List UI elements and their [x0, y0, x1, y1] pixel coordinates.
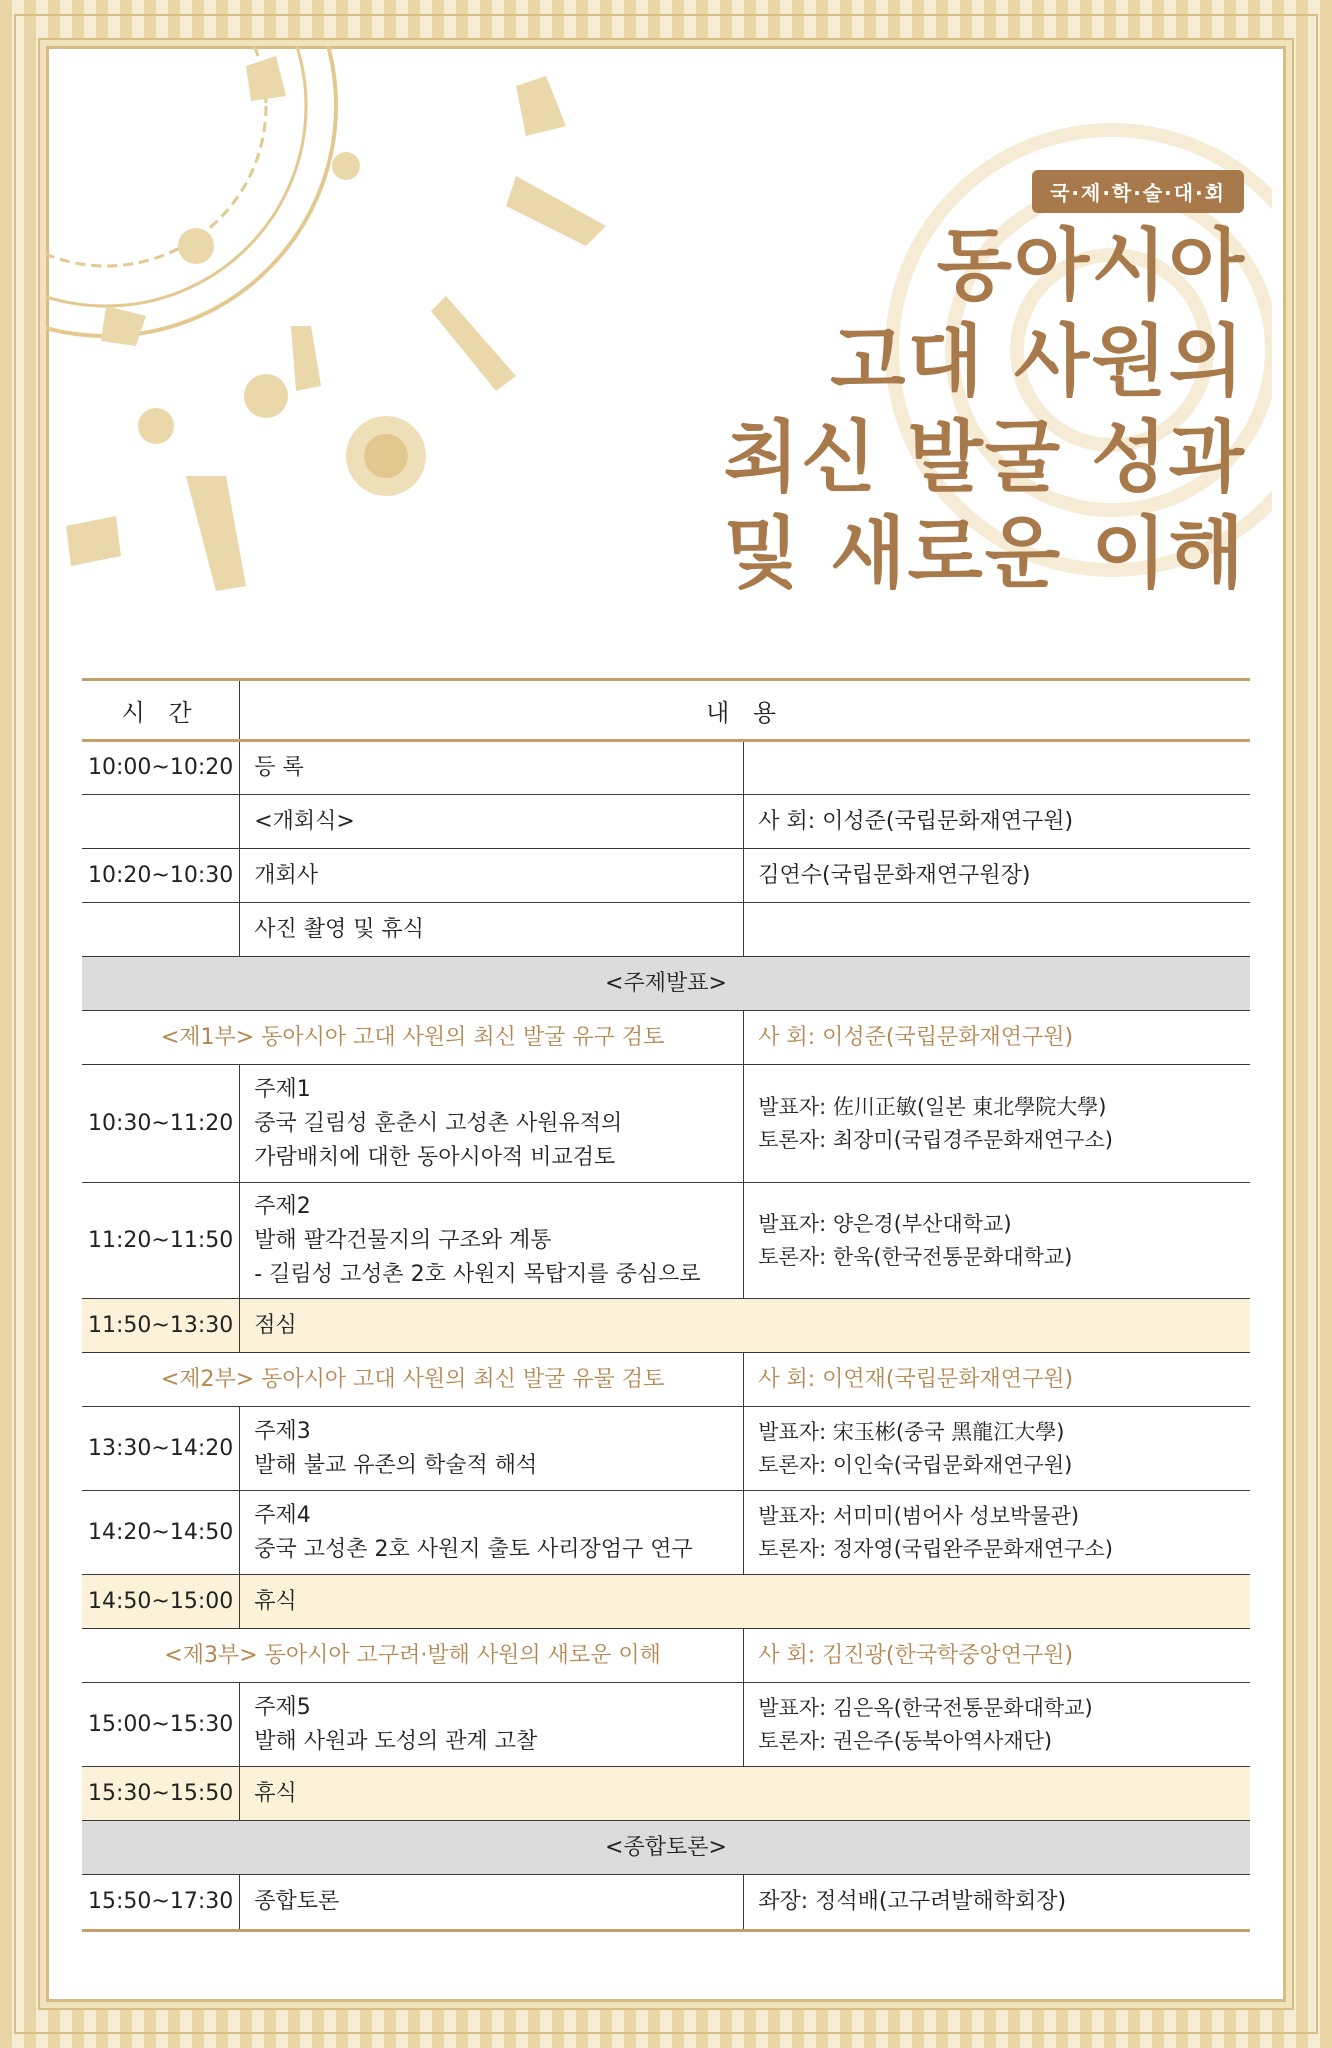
person-cell	[744, 1491, 1250, 1575]
time-cell: 15:00~15:30	[82, 1683, 240, 1767]
session-title: <제2부> 동아시아 고대 사원의 최신 발굴 유물 검토	[82, 1353, 744, 1407]
table-row	[82, 741, 1250, 795]
table-row	[82, 1065, 1250, 1183]
session-title: <제3부> 동아시아 고구려·발해 사원의 새로운 이해	[82, 1629, 744, 1683]
schedule-table	[82, 678, 1250, 1932]
topic-title: 발해 불교 유존의 학술적 해석	[254, 1452, 538, 1478]
section-title: <주제발표>	[82, 957, 1250, 1011]
topic-title: 중국 고성촌 2호 사원지 출토 사리장엄구 연구	[254, 1536, 693, 1562]
table-row	[82, 903, 1250, 957]
presenter: 발표자: 서미미(범어사 성보박물관)	[758, 1503, 1080, 1528]
topic-title: 발해 사원과 도성의 관계 고찰	[254, 1728, 538, 1754]
presenter: 발표자: 김은옥(한국전통문화대학교)	[758, 1695, 1093, 1720]
table-row	[82, 1875, 1250, 1931]
time-cell: 14:20~14:50	[82, 1491, 240, 1575]
table-row	[82, 1491, 1250, 1575]
topic-number: 주제4	[254, 1502, 311, 1528]
discussant: 토론자: 최장미(국립경주문화재연구소)	[758, 1127, 1113, 1152]
time-cell: 15:50~17:30	[82, 1875, 240, 1931]
content-cell	[240, 1407, 744, 1491]
person-cell	[744, 1407, 1250, 1491]
discussant: 토론자: 정자영(국립완주문화재연구소)	[758, 1536, 1113, 1561]
person-cell	[744, 903, 1250, 957]
topic-title: 발해 팔각건물지의 구조와 계통	[254, 1227, 552, 1253]
time-cell: 10:00~10:20	[82, 741, 240, 795]
session-row	[82, 1353, 1250, 1407]
event-title	[724, 218, 1246, 602]
time-cell: 13:30~14:20	[82, 1407, 240, 1491]
content-cell: <개회식>	[240, 795, 744, 849]
table-row	[82, 1683, 1250, 1767]
table-row	[82, 1183, 1250, 1299]
table-row	[82, 849, 1250, 903]
session-host: 사 회: 이연재(국립문화재연구원)	[744, 1353, 1250, 1407]
time-cell	[82, 795, 240, 849]
section-row	[82, 1821, 1250, 1875]
table-row	[82, 795, 1250, 849]
section-title: <종합토론>	[82, 1821, 1250, 1875]
person-cell	[744, 1065, 1250, 1183]
time-cell: 10:20~10:30	[82, 849, 240, 903]
session-row	[82, 1629, 1250, 1683]
title-line: 최신 발굴 성과	[723, 413, 1246, 503]
topic-number: 주제3	[254, 1418, 311, 1444]
break-label: 휴식	[240, 1767, 1250, 1821]
time-cell: 11:20~11:50	[82, 1183, 240, 1299]
title-line: 동아시아	[936, 221, 1246, 311]
topic-number: 주제1	[254, 1076, 311, 1102]
time-cell	[82, 903, 240, 957]
break-row	[82, 1299, 1250, 1353]
break-row	[82, 1575, 1250, 1629]
time-cell: 11:50~13:30	[82, 1299, 240, 1353]
presenter: 발표자: 宋玉彬(중국 黑龍江大學)	[758, 1419, 1065, 1444]
title-line: 고대 사원의	[830, 317, 1246, 407]
table-row	[82, 1407, 1250, 1491]
session-row	[82, 1011, 1250, 1065]
person-cell: 좌장: 정석배(고구려발해학회장)	[744, 1875, 1250, 1931]
session-host: 사 회: 이성준(국립문화재연구원)	[744, 1011, 1250, 1065]
section-row	[82, 957, 1250, 1011]
break-label: 점심	[240, 1299, 1250, 1353]
presenter: 발표자: 양은경(부산대학교)	[758, 1211, 1012, 1236]
time-cell: 15:30~15:50	[82, 1767, 240, 1821]
time-cell: 14:50~15:00	[82, 1575, 240, 1629]
break-label: 휴식	[240, 1575, 1250, 1629]
content-cell	[240, 1065, 744, 1183]
presenter: 발표자: 佐川正敏(일본 東北學院大學)	[758, 1094, 1107, 1119]
content-cell: 사진 촬영 및 휴식	[240, 903, 744, 957]
content-cell: 개회사	[240, 849, 744, 903]
person-cell	[744, 1183, 1250, 1299]
time-cell: 10:30~11:20	[82, 1065, 240, 1183]
topic-subtitle: - 길림성 고성촌 2호 사원지 목탑지를 중심으로	[254, 1261, 701, 1287]
column-header-content: 내 용	[240, 680, 1250, 741]
person-cell: 김연수(국립문화재연구원장)	[744, 849, 1250, 903]
topic-number: 주제2	[254, 1193, 311, 1219]
topic-number: 주제5	[254, 1694, 311, 1720]
content-cell	[240, 1491, 744, 1575]
person-cell: 사 회: 이성준(국립문화재연구원)	[744, 795, 1250, 849]
discussant: 토론자: 한욱(한국전통문화대학교)	[758, 1244, 1073, 1269]
topic-title: 중국 길림성 훈춘시 고성촌 사원유적의	[254, 1110, 623, 1136]
break-row	[82, 1767, 1250, 1821]
content-cell: 종합토론	[240, 1875, 744, 1931]
session-host: 사 회: 김진광(한국학중앙연구원)	[744, 1629, 1250, 1683]
person-cell	[744, 1683, 1250, 1767]
content-cell: 등 록	[240, 741, 744, 795]
content-cell	[240, 1683, 744, 1767]
session-title: <제1부> 동아시아 고대 사원의 최신 발굴 유구 검토	[82, 1011, 744, 1065]
person-cell	[744, 741, 1250, 795]
topic-title: 가람배치에 대한 동아시아적 비교검토	[254, 1144, 616, 1170]
discussant: 토론자: 권은주(동북아역사재단)	[758, 1728, 1053, 1753]
column-header-time: 시 간	[82, 680, 240, 741]
event-badge: 국·제·학·술·대·회	[1032, 170, 1244, 213]
title-line: 및 새로운 이해	[723, 509, 1246, 599]
content-cell	[240, 1183, 744, 1299]
discussant: 토론자: 이인숙(국립문화재연구원)	[758, 1452, 1073, 1477]
